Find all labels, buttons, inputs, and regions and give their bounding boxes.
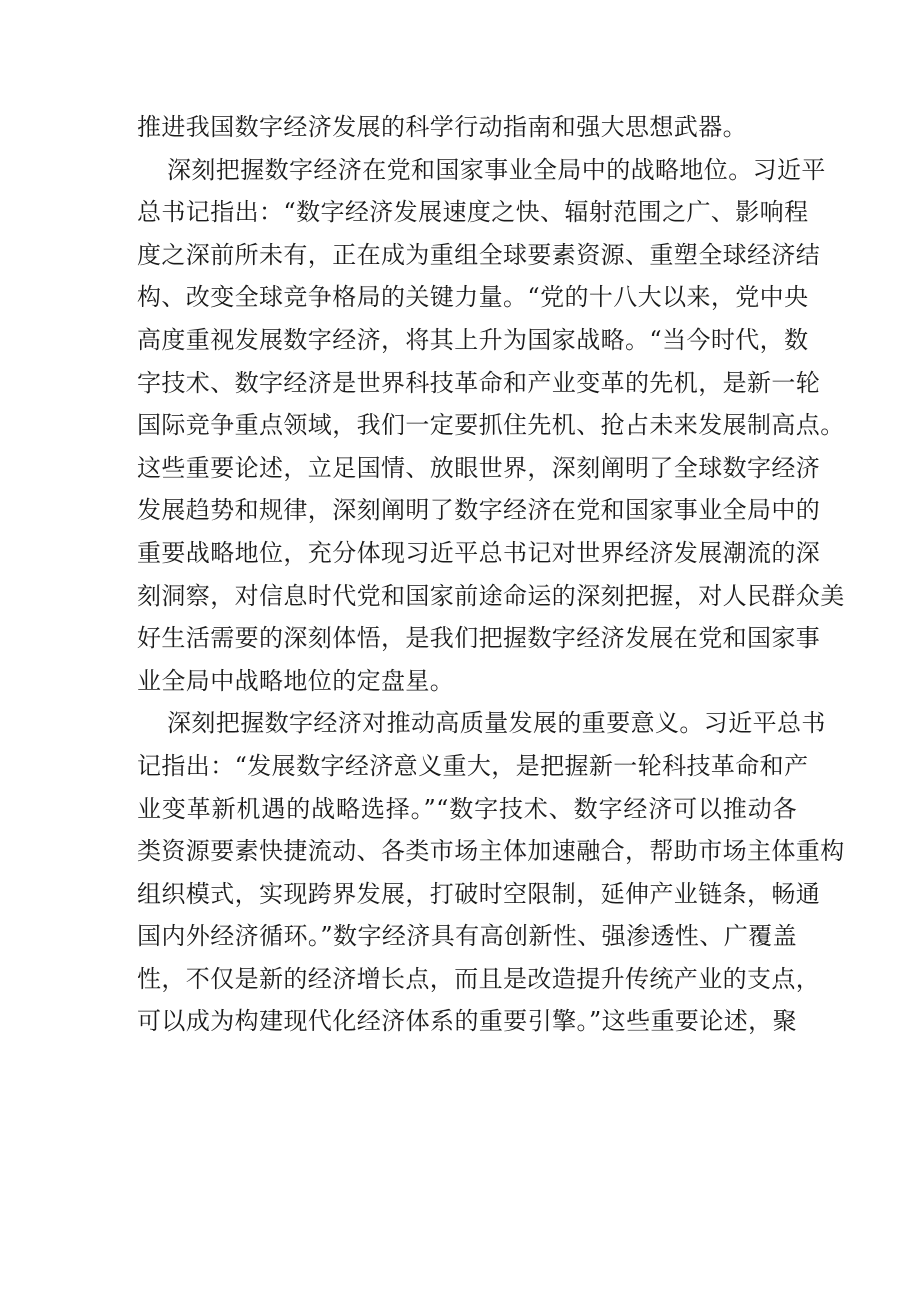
paragraph-line: 国际竞争重点领域，我们一定要抓住先机、抢占未来发展制高点。	[137, 411, 845, 440]
paragraph-line: 类资源要素快捷流动、各类市场主体加速融合，帮助市场主体重构	[137, 837, 845, 866]
paragraph-line: 深刻把握数字经济在党和国家事业全局中的战略地位。习近平	[167, 155, 826, 184]
paragraph-line: 发展趋势和规律，深刻阐明了数字经济在党和国家事业全局中的	[137, 496, 821, 525]
paragraph-line: 组织模式，实现跨界发展，打破时空限制，延伸产业链条，畅通	[137, 879, 821, 908]
paragraph-line: 重要战略地位，充分体现习近平总书记对世界经济发展潮流的深	[137, 538, 821, 567]
body-text	[137, 106, 845, 1043]
paragraph-line: 总书记指出：“数字经济发展速度之快、辐射范围之广、影响程	[137, 198, 809, 227]
paragraph-line: 度之深前所未有，正在成为重组全球要素资源、重塑全球经济结	[137, 240, 821, 269]
paragraph-line: 好生活需要的深刻体悟，是我们把握数字经济发展在党和国家事	[137, 624, 821, 653]
paragraph-line: 高度重视发展数字经济，将其上升为国家战略。“当今时代，数	[137, 325, 809, 354]
paragraph-line: 这些重要论述，立足国情、放眼世界，深刻阐明了全球数字经济	[137, 453, 821, 482]
paragraph-line: 业变革新机遇的战略选择。”“数字技术、数字经济可以推动各	[137, 794, 797, 823]
paragraph-line: 字技术、数字经济是世界科技革命和产业变革的先机，是新一轮	[137, 368, 821, 397]
paragraph-line: 记指出：“发展数字经济意义重大，是把握新一轮科技革命和产	[137, 751, 809, 780]
paragraph-line: 可以成为构建现代化经济体系的重要引擎。”这些重要论述，聚	[137, 1007, 797, 1036]
paragraph-line: 性，不仅是新的经济增长点，而且是改造提升传统产业的支点，	[137, 964, 821, 993]
paragraph-line: 构、改变全球竞争格局的关键力量。“党的十八大以来，党中央	[137, 283, 809, 312]
paragraph-line: 刻洞察，对信息时代党和国家前途命运的深刻把握，对人民群众美	[137, 581, 845, 610]
paragraph-line: 推进我国数字经济发展的科学行动指南和强大思想武器。	[137, 113, 747, 141]
paragraph-line: 深刻把握数字经济对推动高质量发展的重要意义。习近平总书	[167, 709, 826, 738]
paragraph-line: 国内外经济循环。”数字经济具有高创新性、强渗透性、广覆盖	[137, 922, 797, 951]
paragraph-line: 业全局中战略地位的定盘星。	[137, 666, 455, 695]
